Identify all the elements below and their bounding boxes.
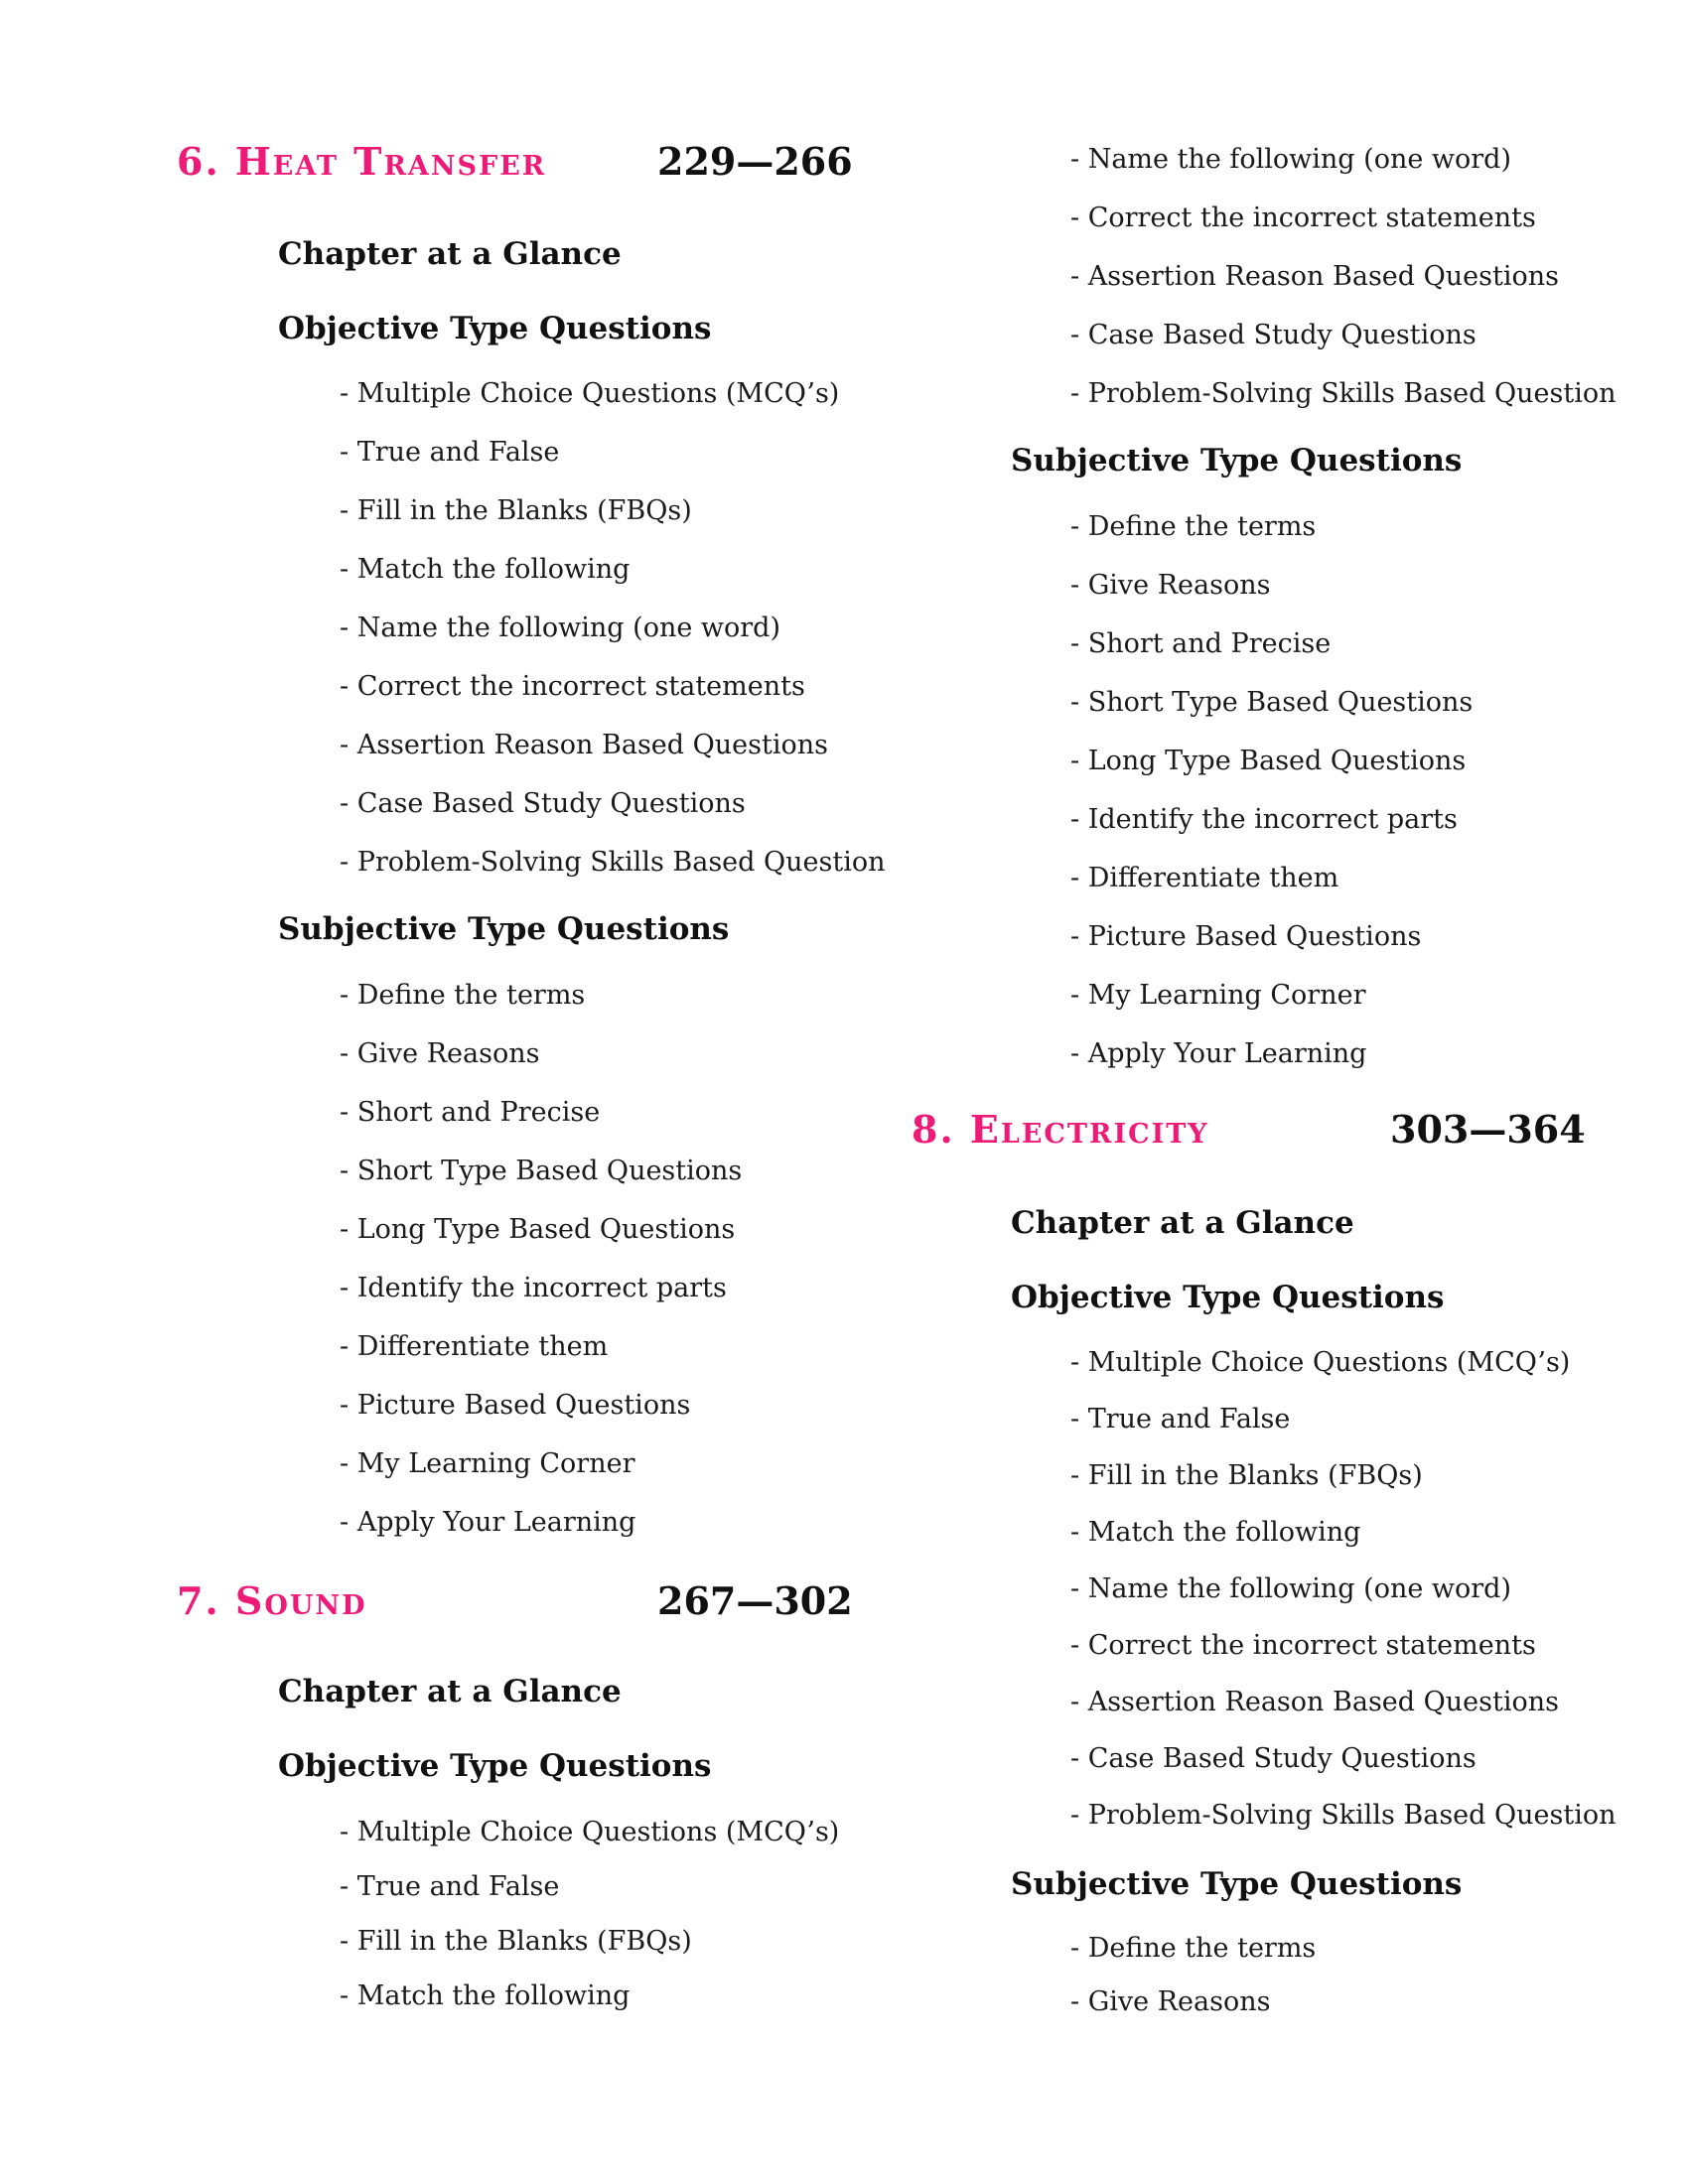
chapter-6-subjective-heading: Subjective Type Questions [278, 911, 730, 947]
chapter-7-subjective-heading: Subjective Type Questions [1011, 443, 1463, 478]
list-item: - Apply Your Learning [340, 1507, 636, 1538]
list-item: - Multiple Choice Questions (MCQ’s) [340, 378, 840, 409]
list-item: - My Learning Corner [340, 1448, 635, 1479]
list-item: - Define the terms [1070, 511, 1317, 542]
list-item: - Assertion Reason Based Questions [1070, 261, 1559, 292]
list-item: - Differentiate them [1070, 863, 1339, 893]
chapter-8-name: Electricity [969, 1107, 1209, 1152]
list-item: - Long Type Based Questions [1070, 746, 1467, 776]
chapter-8-number: 8. [912, 1107, 955, 1152]
list-item: - My Learning Corner [1070, 980, 1366, 1011]
list-item: - Problem-Solving Skills Based Question [1070, 1800, 1617, 1831]
list-item: - Assertion Reason Based Questions [1070, 1687, 1559, 1717]
list-item: - Give Reasons [340, 1038, 540, 1069]
chapter-7-glance: Chapter at a Glance [278, 1674, 622, 1709]
chapter-6-number: 6. [177, 139, 220, 184]
list-item: - Differentiate them [340, 1331, 609, 1362]
list-item: - Case Based Study Questions [1070, 1743, 1477, 1774]
chapter-7-objective-heading: Objective Type Questions [278, 1748, 712, 1784]
list-item: - Picture Based Questions [1070, 921, 1422, 952]
chapter-6-objective-heading: Objective Type Questions [278, 311, 712, 346]
list-item: - Identify the incorrect parts [340, 1273, 727, 1303]
list-item: - Problem-Solving Skills Based Question [340, 847, 886, 878]
chapter-6-name: Heat Transfer [234, 139, 547, 184]
list-item: - Long Type Based Questions [340, 1214, 736, 1245]
list-item: - Correct the incorrect statements [340, 671, 805, 702]
chapter-7-title [177, 1578, 367, 1623]
list-item: - Multiple Choice Questions (MCQ’s) [340, 1817, 840, 1847]
chapter-7-number: 7. [177, 1578, 220, 1623]
chapter-6-glance: Chapter at a Glance [278, 236, 622, 272]
list-item: - Define the terms [1070, 1933, 1317, 1964]
list-item: - True and False [340, 437, 560, 468]
list-item: - Name the following (one word) [340, 613, 780, 643]
list-item: - Short Type Based Questions [1070, 687, 1474, 718]
chapter-8-page-range: 303—364 [1390, 1107, 1586, 1152]
list-item: - Case Based Study Questions [340, 788, 746, 819]
list-item: - Assertion Reason Based Questions [340, 730, 828, 760]
list-item: - Correct the incorrect statements [1070, 1630, 1536, 1661]
list-item: - Name the following (one word) [1070, 144, 1511, 175]
list-item: - Problem-Solving Skills Based Question [1070, 378, 1617, 409]
list-item: - Apply Your Learning [1070, 1038, 1367, 1069]
list-item: - Match the following [340, 554, 631, 585]
chapter-6-page-range: 229—266 [657, 139, 853, 184]
list-item: - True and False [1070, 1404, 1291, 1434]
list-item: - Give Reasons [1070, 1986, 1271, 2017]
list-item: - Picture Based Questions [340, 1390, 691, 1421]
chapter-6-title [177, 139, 546, 184]
chapter-8-title [912, 1107, 1209, 1152]
list-item: - Give Reasons [1070, 570, 1271, 601]
list-item: - Multiple Choice Questions (MCQ’s) [1070, 1347, 1571, 1378]
list-item: - Correct the incorrect statements [1070, 203, 1536, 233]
list-item: - Define the terms [340, 980, 586, 1011]
list-item: - Identify the incorrect parts [1070, 804, 1458, 835]
list-item: - Short and Precise [1070, 628, 1332, 659]
chapter-8-subjective-heading: Subjective Type Questions [1011, 1866, 1463, 1902]
list-item: - Fill in the Blanks (FBQs) [340, 1926, 692, 1957]
list-item: - Match the following [1070, 1517, 1361, 1548]
chapter-7-page-range: 267—302 [657, 1578, 853, 1623]
list-item: - Match the following [340, 1980, 631, 2011]
list-item: - Fill in the Blanks (FBQs) [1070, 1460, 1423, 1491]
list-item: - Name the following (one word) [1070, 1573, 1511, 1604]
list-item: - Short and Precise [340, 1097, 601, 1128]
list-item: - Short Type Based Questions [340, 1156, 743, 1186]
chapter-8-objective-heading: Objective Type Questions [1011, 1280, 1445, 1315]
list-item: - Case Based Study Questions [1070, 320, 1477, 350]
list-item: - True and False [340, 1871, 560, 1902]
chapter-8-glance: Chapter at a Glance [1011, 1205, 1354, 1241]
chapter-7-name: Sound [234, 1578, 367, 1623]
list-item: - Fill in the Blanks (FBQs) [340, 495, 692, 526]
